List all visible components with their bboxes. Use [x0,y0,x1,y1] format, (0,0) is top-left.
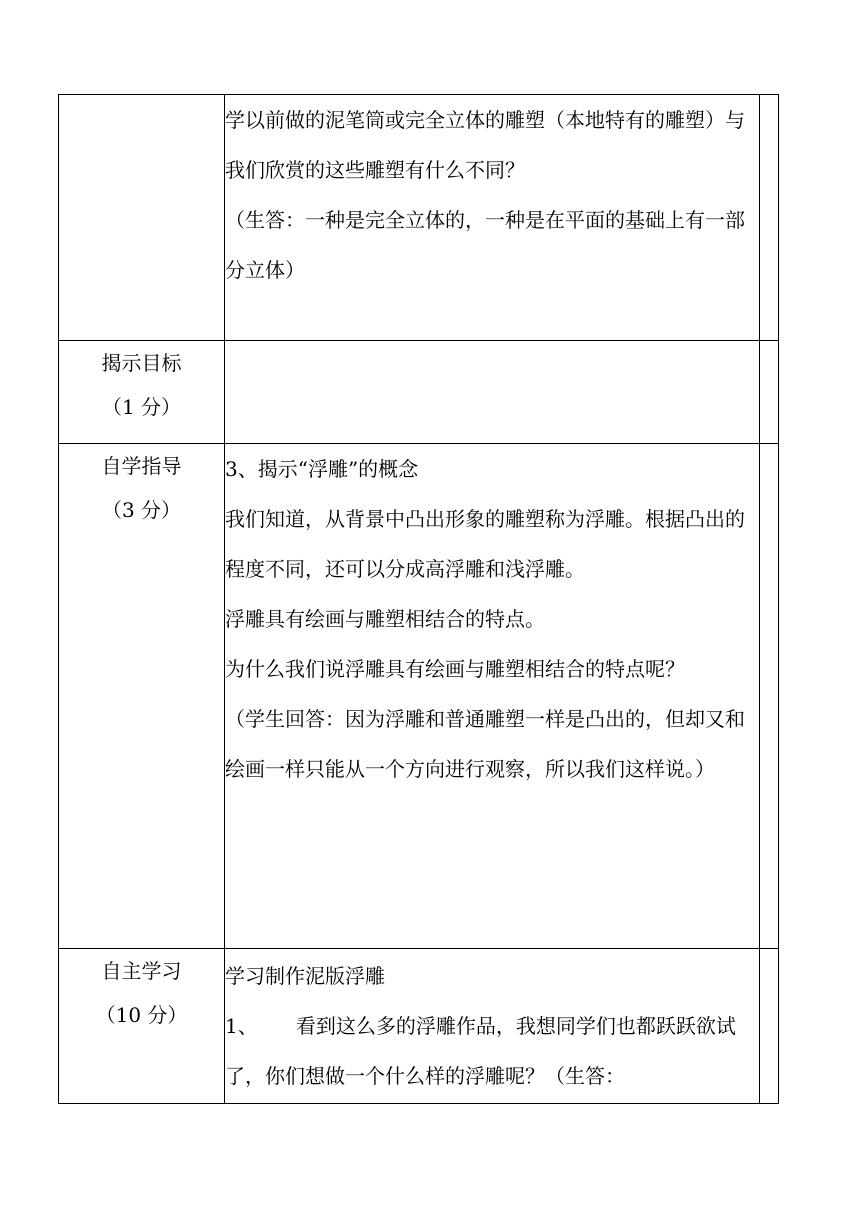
table-row [59,341,779,444]
notes-cell [760,95,779,341]
notes-cell [760,341,779,444]
table-row [59,95,779,341]
stage-label-cell [59,341,225,444]
stage-label-cell [59,95,225,341]
content-paragraph: 学习制作泥版浮雕 [225,964,385,988]
notes-cell [760,949,779,1104]
content-cell [225,341,760,444]
content-paragraph: 1、 看到这么多的浮雕作品，我想同学们也都跃跃欲试了，你们想做一个什么样的浮雕呢？（生答： [225,1014,736,1088]
stage-duration: （10 分） [95,1003,188,1027]
lesson-plan-table [58,94,779,1104]
table-row [59,444,779,949]
stage-label: 揭示目标 [101,351,182,375]
stage-label-cell [59,949,225,1104]
content-cell [225,949,760,1104]
stage-label: 自主学习 [101,959,182,983]
content-paragraph: 学以前做的泥笔筒或完全立体的雕塑（本地特有的雕塑）与我们欣赏的这些雕塑有什么不同？ [225,108,745,182]
table-row [59,949,779,1104]
content-paragraph: （生答：一种是完全立体的，一种是在平面的基础上有一部分立体） [225,208,745,282]
stage-label-cell [59,444,225,949]
stage-label: 自学指导 [101,454,182,478]
notes-cell [760,444,779,949]
stage-duration: （1 分） [101,395,182,419]
content-paragraph: 我们知道，从背景中凸出形象的雕塑称为浮雕。根据凸出的程度不同，还可以分成高浮雕和浅浮雕。 [225,507,745,581]
content-cell [225,95,760,341]
content-paragraph: 为什么我们说浮雕具有绘画与雕塑相结合的特点呢？ [225,657,685,681]
stage-duration: （3 分） [101,498,182,522]
content-paragraph: （学生回答：因为浮雕和普通雕塑一样是凸出的，但却又和绘画一样只能从一个方向进行观察，所以我们这样说。） [225,707,745,781]
content-paragraph: 3、揭示“浮雕”的概念 [225,457,419,481]
content-cell [225,444,760,949]
content-paragraph: 浮雕具有绘画与雕塑相结合的特点。 [225,607,545,631]
